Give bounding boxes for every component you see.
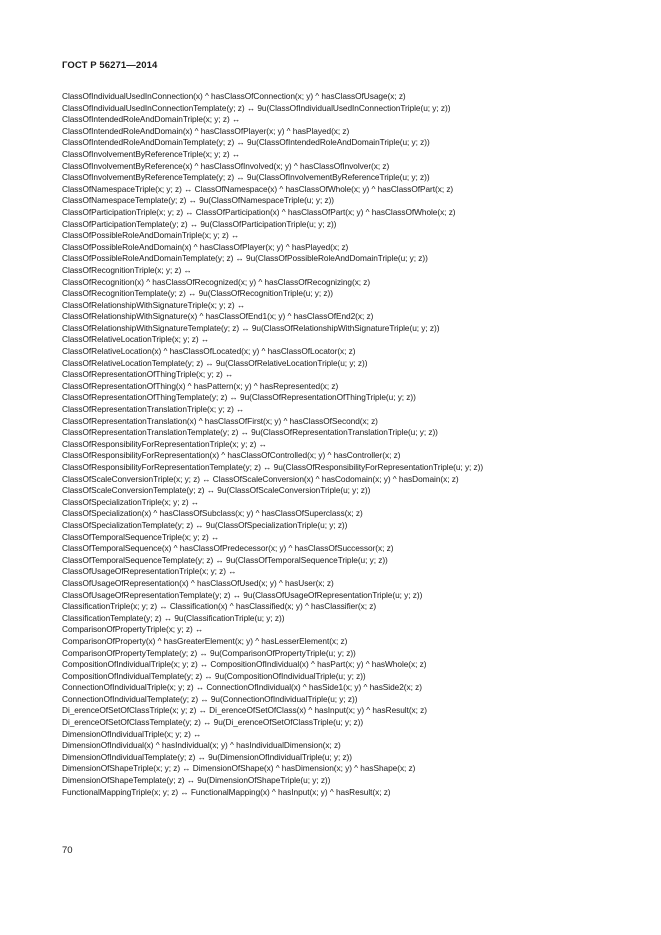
formula-line: CompositionOfIndividualTemplate(y; z) ↔ 9u(CompositionOfIndividualTriple(u; y; z)) [62,670,366,681]
formula-line: ClassOfUsageOfRepresentationTriple(x; y; z) ↔ [62,566,237,577]
formula-line: ClassOfPossibleRoleAndDomainTriple(x; y; z) ↔ [62,230,240,241]
formula-line: DimensionOfIndividualTriple(x; y; z) ↔ [62,728,202,739]
formula-line: ClassOfSpecializationTemplate(y; z) ↔ 9u(ClassOfSpecializationTriple(u; y; z)) [62,519,348,530]
formula-line: ClassOfRecognitionTemplate(y; z) ↔ 9u(ClassOfRecognitionTriple(u; y; z)) [62,288,333,299]
document-header: ГОСТ Р 56271—2014 [62,60,158,71]
formula-line: Di_erenceOfSetOfClassTemplate(y; z) ↔ 9u(Di_erenceOfSetOfClassTriple(u; y; z)) [62,717,364,728]
formula-line: ConnectionOfIndividualTriple(x; y; z) ↔ ConnectionOfIndividual(x) ^ hasSide1(x; y) ^ hasSide2(x; z) [62,682,422,693]
formula-line: ClassificationTemplate(y; z) ↔ 9u(ClassificationTriple(u; y; z)) [62,612,285,623]
formula-line: FunctionalMappingTriple(x; y; z) ↔ FunctionalMapping(x) ^ hasInput(x; y) ^ hasResult(x; z) [62,786,391,797]
formula-line: ClassOfNamespaceTemplate(y; z) ↔ 9u(ClassOfNamespaceTriple(u; y; z)) [62,195,335,206]
formula-line: ClassOfRepresentationOfThingTemplate(y; z) ↔ 9u(ClassOfRepresentationOfThingTriple(u; y; z)) [62,392,416,403]
formula-line: ClassOfRelationshipWithSignatureTemplate(y; z) ↔ 9u(ClassOfRelationshipWithSignatureTriple(u; y; z)) [62,322,440,333]
formula-line: ClassOfResponsibilityForRepresentation(x) ^ hasClassOfControlled(x; y) ^ hasController(x; z) [62,450,401,461]
formula-line: ClassOfTemporalSequenceTemplate(y; z) ↔ 9u(ClassOfTemporalSequenceTriple(u; y; z)) [62,554,388,565]
formula-line: ClassOfUsageOfRepresentationTemplate(y; z) ↔ 9u(ClassOfUsageOfRepresentationTriple(u; y; z)) [62,589,423,600]
formula-line: DimensionOfShapeTemplate(y; z) ↔ 9u(DimensionOfShapeTriple(u; y; z)) [62,775,331,786]
formula-line: ClassOfInvolvementByReference(x) ^ hasClassOfInvolved(x; y) ^ hasClassOfInvolver(x; z) [62,160,390,171]
formula-line: ClassOfIntendedRoleAndDomainTemplate(y; z) ↔ 9u(ClassOfIntendedRoleAndDomainTriple(u; y; z)) [62,137,430,148]
formula-line: ClassOfRelativeLocation(x) ^ hasClassOfLocated(x; y) ^ hasClassOfLocator(x; z) [62,346,356,357]
formula-line: ClassOfRelationshipWithSignatureTriple(x; y; z) ↔ [62,299,246,310]
formula-line: ClassOfPossibleRoleAndDomain(x) ^ hasClassOfPlayer(x; y) ^ hasPlayed(x; z) [62,241,349,252]
formula-line: ClassOfRepresentationTranslationTemplate(y; z) ↔ 9u(ClassOfRepresentationTranslationTriple(u; y; z)) [62,427,438,438]
formula-line: ClassOfPossibleRoleAndDomainTemplate(y; z) ↔ 9u(ClassOfPossibleRoleAndDomainTriple(u; y; z)) [62,253,428,264]
formula-line: ClassOfScaleConversionTemplate(y; z) ↔ 9u(ClassOfScaleConversionTriple(u; y; z)) [62,485,371,496]
formula-line: ClassOfRelativeLocationTemplate(y; z) ↔ 9u(ClassOfRelativeLocationTriple(u; y; z)) [62,357,368,368]
formula-line: ClassOfIndividualUsedInConnection(x) ^ hasClassOfConnection(x; y) ^ hasClassOfUsage(x; z) [62,91,406,101]
formula-line: ClassOfIntendedRoleAndDomainTriple(x; y; z) ↔ [62,114,241,125]
formula-line: ComparisonOfPropertyTemplate(y; z) ↔ 9u(ComparisonOfPropertyTriple(u; y; z)) [62,647,356,658]
formula-line: DimensionOfIndividualTemplate(y; z) ↔ 9u(DimensionOfIndividualTriple(u; y; z)) [62,751,352,762]
formula-line: ComparisonOfPropertyTriple(x; y; z) ↔ [62,624,204,635]
formula-line: ComparisonOfProperty(x) ^ hasGreaterElement(x; y) ^ hasLesserElement(x; z) [62,635,348,646]
formula-line: ClassOfParticipationTemplate(y; z) ↔ 9u(ClassOfParticipationTriple(u; y; z)) [62,218,337,229]
formula-line: DimensionOfShapeTriple(x; y; z) ↔ DimensionOfShape(x) ^ hasDimension(x; y) ^ hasShape(x; z) [62,763,416,774]
formula-line: ClassOfRepresentationTranslationTriple(x; y; z) ↔ [62,404,245,415]
page-number: 70 [62,845,73,856]
formula-line: Di_erenceOfSetOfClassTriple(x; y; z) ↔ Di_erenceOfSetOfClass(x) ^ hasInput(x; y) ^ hasResult(x; z) [62,705,427,716]
formula-line: ClassOfResponsibilityForRepresentationTemplate(y; z) ↔ 9u(ClassOfResponsibilityForRepresentationTriple(u; y; z)) [62,462,484,472]
formula-line: DimensionOfIndividual(x) ^ hasIndividual(x; y) ^ hasIndividualDimension(x; z) [62,740,341,751]
formula-line: ClassOfTemporalSequence(x) ^ hasClassOfPredecessor(x; y) ^ hasClassOfSuccessor(x; z) [62,543,394,554]
formula-line: ClassOfRecognitionTriple(x; y; z) ↔ [62,264,192,275]
formula-line: ClassOfRepresentationTranslation(x) ^ hasClassOfFirst(x; y) ^ hasClassOfSecond(x; z) [62,415,378,426]
formula-line: ClassOfRepresentationOfThing(x) ^ hasPattern(x; y) ^ hasRepresented(x; z) [62,380,339,391]
formula-line: ClassOfRecognition(x) ^ hasClassOfRecognized(x; y) ^ hasClassOfRecognizing(x; z) [62,276,371,287]
formula-line: ClassOfInvolvementByReferenceTriple(x; y; z) ↔ [62,148,241,159]
formula-line: ClassOfParticipationTriple(x; y; z) ↔ ClassOfParticipation(x) ^ hasClassOfPart(x; y) ^ hasClassOfWhole(x; z) [62,206,456,217]
formula-line: ClassOfIndividualUsedInConnectionTemplate(y; z) ↔ 9u(ClassOfIndividualUsedInConnectionTriple(u; y; z)) [62,102,451,113]
formula-line: ClassOfRelativeLocationTriple(x; y; z) ↔ [62,334,210,345]
formula-line: ClassificationTriple(x; y; z) ↔ Classification(x) ^ hasClassified(x; y) ^ hasClassifier(x; z) [62,601,377,612]
formula-line: ClassOfTemporalSequenceTriple(x; y; z) ↔ [62,531,220,542]
formula-list [62,91,647,798]
formula-line: CompositionOfIndividualTriple(x; y; z) ↔ CompositionOfIndividual(x) ^ hasPart(x; y) ^ hasWhole(x; z) [62,659,427,670]
formula-line: ClassOfSpecializationTriple(x; y; z) ↔ [62,496,200,507]
formula-line: ClassOfRepresentationOfThingTriple(x; y; z) ↔ [62,369,234,380]
formula-line: ClassOfSpecialization(x) ^ hasClassOfSubclass(x; y) ^ hasClassOfSuperclass(x; z) [62,508,363,519]
formula-line: ClassOfResponsibilityForRepresentationTriple(x; y; z) ↔ [62,438,267,449]
formula-line: ConnectionOfIndividualTemplate(y; z) ↔ 9u(ConnectionOfIndividualTriple(u; y; z)) [62,693,358,704]
formula-line: ClassOfInvolvementByReferenceTemplate(y; z) ↔ 9u(ClassOfInvolvementByReferenceTriple(u; y; z)) [62,172,430,183]
formula-line: ClassOfIntendedRoleAndDomain(x) ^ hasClassOfPlayer(x; y) ^ hasPlayed(x; z) [62,125,350,136]
formula-line: ClassOfUsageOfRepresentation(x) ^ hasClassOfUsed(x; y) ^ hasUser(x; z) [62,577,334,588]
formula-line: ClassOfScaleConversionTriple(x; y; z) ↔ ClassOfScaleConversion(x) ^ hasCodomain(x; y) ^ hasDomain(x; z) [62,473,459,484]
formula-line: ClassOfNamespaceTriple(x; y; z) ↔ ClassOfNamespace(x) ^ hasClassOfWhole(x; y) ^ hasClassOfPart(x; z) [62,183,454,194]
formula-line: ClassOfRelationshipWithSignature(x) ^ hasClassOfEnd1(x; y) ^ hasClassOfEnd2(x; z) [62,311,374,322]
